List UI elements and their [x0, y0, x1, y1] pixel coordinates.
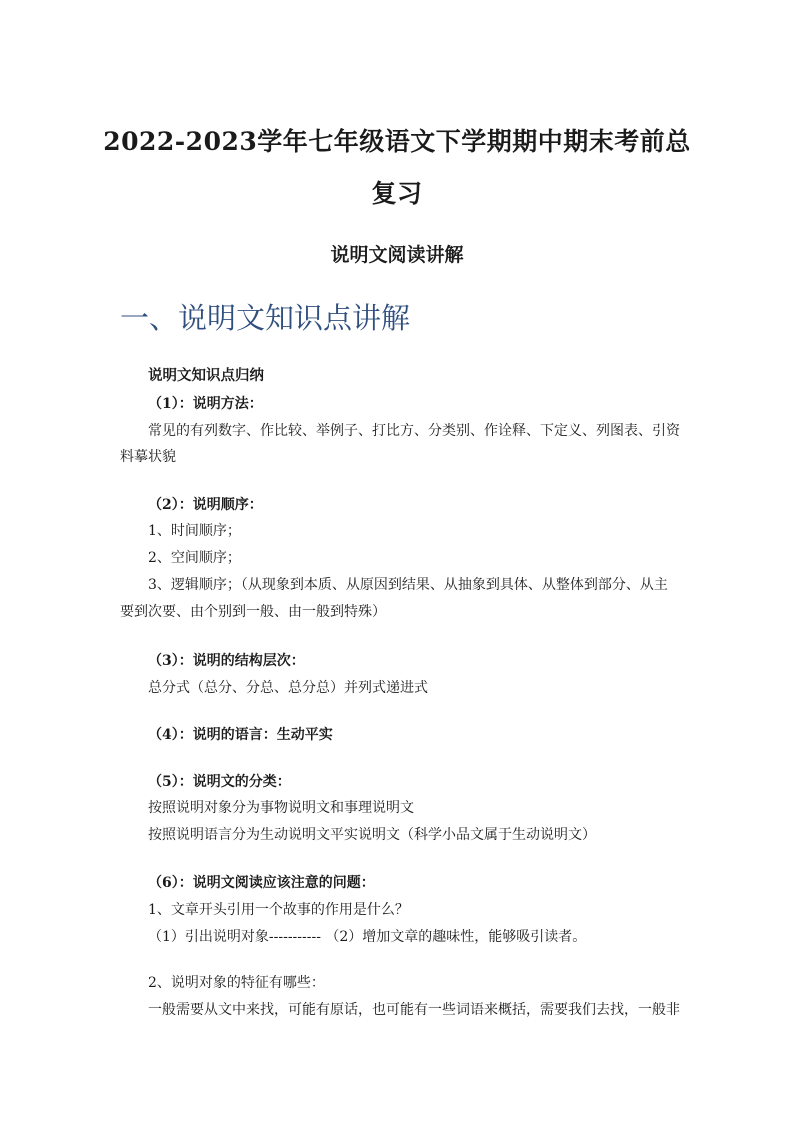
- text-line: 一般需要从文中来找，可能有原话，也可能有一些词语来概括，需要我们去找，一般非: [148, 1002, 680, 1018]
- question-2-heading: （2）：说明顺序：: [148, 497, 263, 513]
- document-subtitle: 说明文阅读讲解: [330, 244, 464, 266]
- answer-line: （1）引出说明对象----------- （2）增加文章的趣味性，能够吸引读者。: [148, 929, 587, 945]
- question-1-heading: （1）：说明方法：: [148, 396, 263, 412]
- section-heading: 一、说明文知识点讲解: [120, 301, 411, 335]
- question-4-heading: （4）：说明的语言：生动平实: [148, 727, 333, 743]
- list-item: 2、空间顺序；: [148, 550, 241, 566]
- question-6-heading: （6）：说明文阅读应该注意的问题：: [148, 875, 375, 891]
- text-line: 总分式（总分、分总、总分总）并列式递进式: [148, 680, 428, 696]
- list-item: 2、说明对象的特征有哪些：: [148, 975, 325, 991]
- list-item: 1、时间顺序；: [148, 523, 241, 539]
- list-item: 3、逻辑顺序；（从现象到本质、从原因到结果、从抽象到具体、从整体到部分、从主: [148, 577, 668, 593]
- text-line: 要到次要、由个别到一般、由一般到特殊）: [120, 604, 386, 620]
- lead-heading: 说明文知识点归纳: [148, 367, 264, 384]
- list-item: 1、文章开头引用一个故事的作用是什么？: [148, 902, 409, 918]
- question-3-heading: （3）：说明的结构层次：: [148, 653, 305, 669]
- text-line: 按照说明对象分为事物说明文和事理说明文: [148, 800, 414, 816]
- document-title-line1: 2022-2023学年七年级语文下学期期中期末考前总: [103, 127, 691, 156]
- text-line: 常见的有列数字、作比较、举例子、打比方、分类别、作诠释、下定义、列图表、引资: [148, 423, 680, 439]
- text-line: 按照说明语言分为生动说明文平实说明文（科学小品文属于生动说明文）: [148, 827, 596, 843]
- text-line: 料摹状貌: [120, 449, 176, 465]
- question-5-heading: （5）：说明文的分类：: [148, 774, 291, 790]
- document-title-line2: 复习: [371, 179, 423, 208]
